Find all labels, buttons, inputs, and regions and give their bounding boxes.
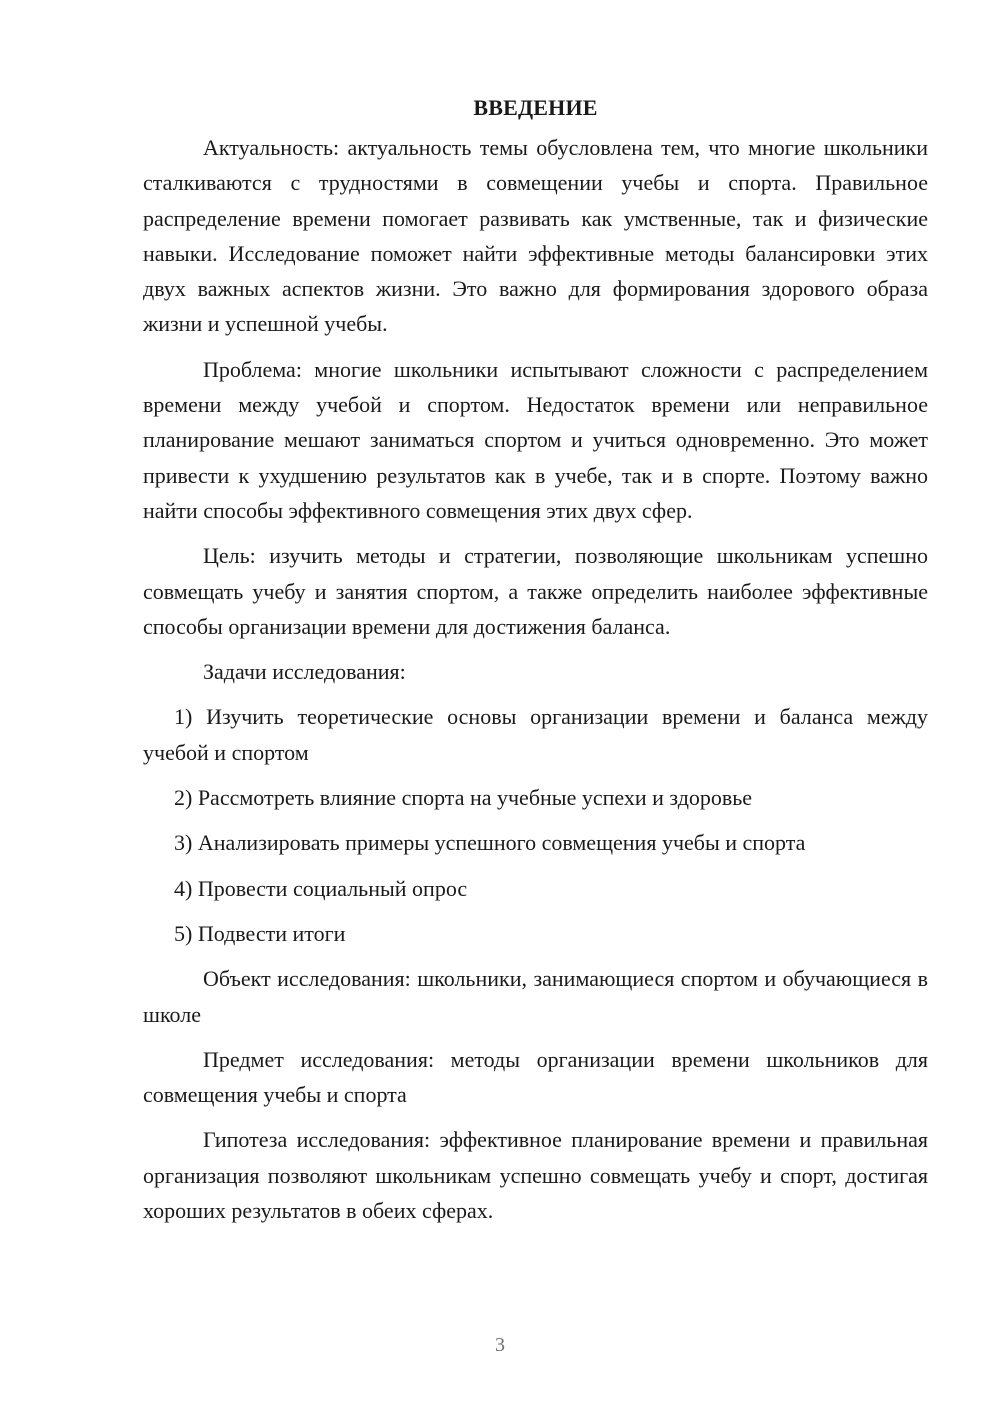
- paragraph-goal: Цель: изучить методы и стратегии, позволяющие школьникам успешно совмещать учебу и занятия спортом, а также определить наиболее эффективные способы организации времени для достижения баланса.: [143, 543, 928, 639]
- task-item-1: 1) Изучить теоретические основы организации времени и баланса между учебой и спортом: [143, 704, 928, 765]
- paragraph-subject: Предмет исследования: методы организации времени школьников для совмещения учебы и спорта: [143, 1046, 928, 1108]
- page-number: 3: [495, 1334, 505, 1356]
- document-page: [143, 90, 928, 1238]
- task-item-3: 3) Анализировать примеры успешного совмещения учебы и спорта: [174, 830, 806, 856]
- task-list: [143, 699, 928, 951]
- paragraph-object: Объект исследования: школьники, занимающиеся спортом и обучающиеся в школе: [143, 966, 928, 1027]
- paragraph-problem: Проблема: многие школьники испытывают сложности с распределением времени между учебой и спортом. Недостаток времени или неправильное планирование мешают заниматься спортом и учиться одновременно. Это может привести к ухудшению результатов как в учебе, так и в спорте. Поэтому важно найти способы эффективного совмещения этих двух сфер.: [143, 356, 928, 523]
- task-item-2: 2) Рассмотреть влияние спорта на учебные успехи и здоровье: [174, 785, 753, 811]
- tasks-heading: Задачи исследования:: [203, 659, 406, 685]
- paragraph-relevance: Актуальность: актуальность темы обусловлена тем, что многие школьники сталкиваются с трудностями в совмещении учебы и спорта. Правильное распределение времени помогает развивать как умственные, так и физические навыки. Исследование поможет найти эффективные методы балансировки этих двух важных аспектов жизни. Это важно для формирования здорового образа жизни и успешной учебы.: [143, 135, 928, 337]
- paragraph-hypothesis: Гипотеза исследования: эффективное планирование времени и правильная организация позволяют школьникам успешно совмещать учебу и спорт, достигая хороших результатов в обеих сферах.: [143, 1127, 928, 1224]
- task-item-5: 5) Подвести итоги: [174, 920, 346, 946]
- page-title: ВВЕДЕНИЕ: [473, 95, 598, 120]
- task-item-4: 4) Провести социальный опрос: [174, 875, 468, 901]
